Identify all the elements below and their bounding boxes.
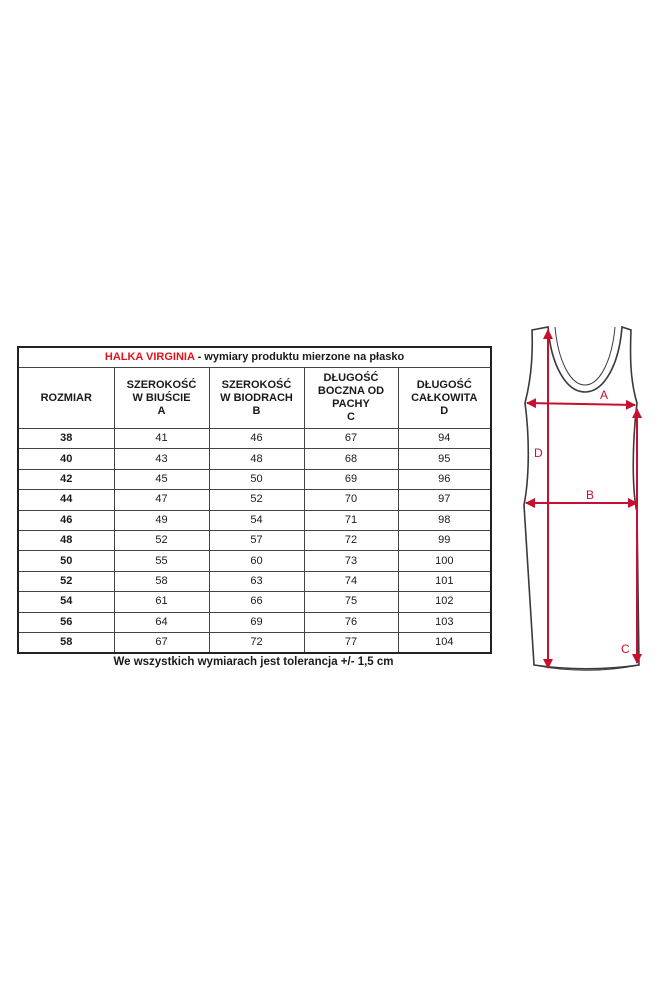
- tolerance-note: We wszystkich wymiarach jest tolerancja +/- 1,5 cm: [113, 656, 394, 668]
- measurement-cell: 67: [114, 632, 209, 653]
- column-header-line: B: [252, 404, 261, 417]
- measurement-cell: 98: [398, 510, 491, 530]
- measurement-cell: 57: [209, 530, 304, 550]
- measurement-cell: 50: [209, 469, 304, 489]
- column-header-line: SZEROKOŚĆ: [126, 378, 197, 391]
- label-a: A: [600, 388, 609, 402]
- dress-outline: [524, 327, 639, 669]
- measurement-cell: 52: [114, 530, 209, 550]
- size-cell: 58: [18, 632, 114, 653]
- measurement-cell: 94: [398, 429, 491, 449]
- size-cell: 54: [18, 592, 114, 612]
- column-header-line: ROZMIAR: [40, 391, 92, 404]
- label-c: C: [621, 642, 630, 656]
- measurement-cell: 104: [398, 632, 491, 653]
- column-header-line: D: [440, 404, 449, 417]
- column-header-line: W BIUŚCIE: [132, 391, 191, 404]
- size-cell: 48: [18, 530, 114, 550]
- measurement-cell: 72: [304, 530, 398, 550]
- measurement-cell: 58: [114, 571, 209, 591]
- column-header-line: A: [157, 404, 166, 417]
- measurement-cell: 54: [209, 510, 304, 530]
- measurement-cell: 43: [114, 449, 209, 469]
- measurement-cell: 74: [304, 571, 398, 591]
- size-cell: 56: [18, 612, 114, 632]
- measurement-cell: 102: [398, 592, 491, 612]
- measurement-cell: 73: [304, 551, 398, 571]
- measurement-cell: 60: [209, 551, 304, 571]
- measurement-cell: 69: [209, 612, 304, 632]
- measurement-cell: 103: [398, 612, 491, 632]
- measurement-cell: 47: [114, 490, 209, 510]
- measurement-cell: 46: [209, 429, 304, 449]
- measurement-cell: 48: [209, 449, 304, 469]
- measurement-cell: 95: [398, 449, 491, 469]
- measurement-cell: 49: [114, 510, 209, 530]
- measurement-cell: 67: [304, 429, 398, 449]
- size-cell: 38: [18, 429, 114, 449]
- size-cell: 40: [18, 449, 114, 469]
- measurement-cell: 52: [209, 490, 304, 510]
- dress-neckline-inner: [555, 327, 615, 385]
- measurement-cell: 69: [304, 469, 398, 489]
- measurement-cell: 68: [304, 449, 398, 469]
- label-b: B: [586, 488, 595, 502]
- measurement-cell: 72: [209, 632, 304, 653]
- measurement-cell: 76: [304, 612, 398, 632]
- size-cell: 50: [18, 551, 114, 571]
- column-header-line: BOCZNA OD: [317, 385, 385, 397]
- measurement-cell: 77: [304, 632, 398, 653]
- product-name: HALKA VIRGINIA: [104, 351, 195, 363]
- measurement-cell: 100: [398, 551, 491, 571]
- measurement-cell: 70: [304, 490, 398, 510]
- measurement-cell: 99: [398, 530, 491, 550]
- column-header-line: PACHY: [332, 398, 370, 410]
- measurement-cell: 61: [114, 592, 209, 612]
- measurement-cell: 75: [304, 592, 398, 612]
- measurement-cell: 101: [398, 571, 491, 591]
- column-header-line: SZEROKOŚĆ: [221, 378, 292, 391]
- measurement-cell: 64: [114, 612, 209, 632]
- measurement-cell: 71: [304, 510, 398, 530]
- measurement-cell: 45: [114, 469, 209, 489]
- measurement-cell: 41: [114, 429, 209, 449]
- arrow-a: [527, 403, 635, 405]
- column-header-line: C: [347, 411, 355, 423]
- size-cell: 42: [18, 469, 114, 489]
- table-subtitle: - wymiary produktu mierzone na płasko: [194, 351, 405, 363]
- label-d: D: [534, 446, 543, 460]
- measurement-cell: 97: [398, 490, 491, 510]
- size-cell: 44: [18, 490, 114, 510]
- size-cell: 46: [18, 510, 114, 530]
- column-header-line: DŁUGOŚĆ: [416, 378, 472, 391]
- column-header-line: DŁUGOŚĆ: [323, 372, 379, 384]
- column-header-line: CAŁKOWITA: [411, 391, 478, 404]
- size-cell: 52: [18, 571, 114, 591]
- measurement-cell: 55: [114, 551, 209, 571]
- column-header-line: W BIODRACH: [220, 391, 293, 404]
- measurement-cell: 96: [398, 469, 491, 489]
- measurement-cell: 66: [209, 592, 304, 612]
- measurement-cell: 63: [209, 571, 304, 591]
